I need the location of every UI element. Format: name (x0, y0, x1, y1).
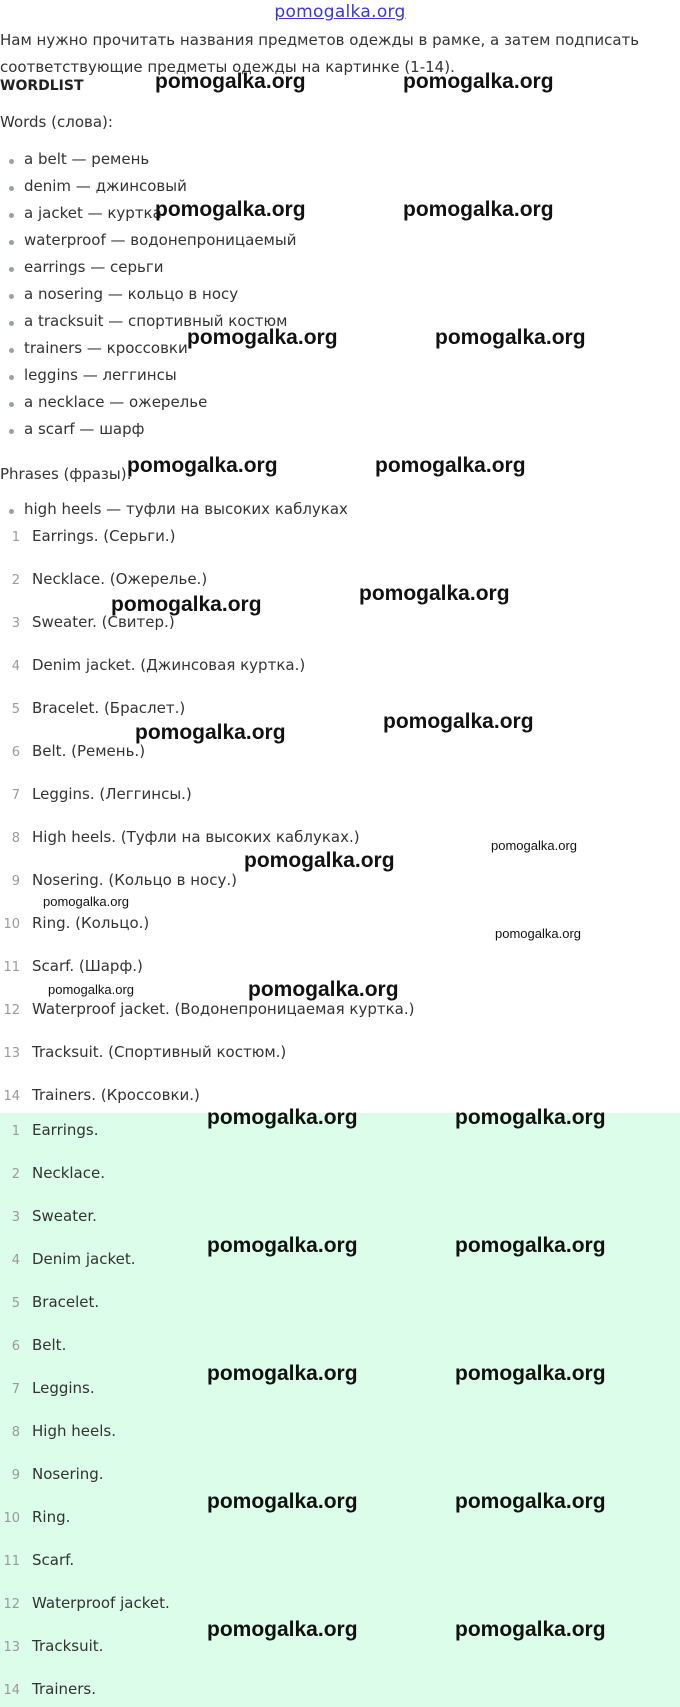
watermark-text: pomogalka.org (127, 454, 278, 477)
item-text: Sweater. (32, 1207, 97, 1225)
translated-answer-item (0, 527, 175, 545)
item-text: Denim jacket. (32, 1250, 136, 1268)
watermark-text: pomogalka.org (403, 70, 554, 93)
item-text: Earrings. (Серьги.) (32, 527, 176, 545)
word-item-text: a nosering — кольцо в носу (24, 285, 239, 303)
item-number: 12 (3, 1597, 20, 1612)
watermark-text: pomogalka.org (207, 1234, 358, 1257)
word-item (10, 177, 187, 195)
watermark-text: pomogalka.org (43, 894, 129, 909)
item-number: 3 (11, 1210, 20, 1225)
item-text: Denim jacket. (Джинсовая куртка.) (32, 656, 306, 674)
item-number: 13 (3, 1640, 20, 1655)
watermark-text: pomogalka.org (135, 721, 286, 744)
watermark-text: pomogalka.org (248, 978, 399, 1001)
item-text: Scarf. (32, 1551, 75, 1569)
word-item-text: trainers — кроссовки (24, 339, 188, 357)
watermark-text: pomogalka.org (48, 982, 134, 997)
item-text: Nosering. (Кольцо в носу.) (32, 871, 237, 889)
item-number: 8 (11, 1425, 20, 1440)
item-text: Belt. (32, 1336, 67, 1354)
item-number: 9 (11, 1468, 20, 1483)
item-number: 11 (3, 1554, 20, 1569)
answer-item (0, 1594, 170, 1612)
watermark-text: pomogalka.org (207, 1362, 358, 1385)
watermark-text: pomogalka.org (375, 454, 526, 477)
phrase-item (10, 500, 348, 518)
watermark-text: pomogalka.org (435, 326, 586, 349)
word-item (10, 231, 296, 249)
item-text: Waterproof jacket. (Водонепроницаемая куртка.) (32, 1000, 415, 1018)
item-text: Trainers. (Кроссовки.) (32, 1086, 200, 1104)
item-number: 10 (3, 917, 20, 932)
item-number: 7 (11, 1382, 20, 1397)
item-number: 4 (11, 1253, 20, 1268)
item-number: 6 (11, 745, 20, 760)
item-text: Waterproof jacket. (32, 1594, 170, 1612)
item-number: 13 (3, 1046, 20, 1061)
watermark-text: pomogalka.org (207, 1106, 358, 1129)
answer-item (0, 1121, 99, 1139)
words-label: Words (слова): (0, 113, 113, 131)
translated-answer-item (0, 1000, 414, 1018)
site-link[interactable]: pomogalka.org (274, 2, 406, 22)
watermark-text: pomogalka.org (155, 70, 306, 93)
item-text: Bracelet. (32, 1293, 100, 1311)
item-number: 1 (11, 530, 20, 545)
item-number: 9 (11, 874, 20, 889)
translated-answer-item (0, 742, 145, 760)
item-number: 1 (11, 1124, 20, 1139)
answer-item (0, 1336, 66, 1354)
word-item-text: leggins — леггинсы (24, 366, 177, 384)
item-number: 10 (3, 1511, 20, 1526)
answer-item (0, 1508, 70, 1526)
item-text: Belt. (Ремень.) (32, 742, 146, 760)
translated-answer-item (0, 1043, 286, 1061)
translated-answer-item (0, 957, 143, 975)
answer-item (0, 1207, 97, 1225)
watermark-text: pomogalka.org (455, 1106, 606, 1129)
item-text: Scarf. (Шарф.) (32, 957, 143, 975)
translated-answer-item (0, 699, 185, 717)
word-item-text: a jacket — куртка (24, 204, 162, 222)
item-number: 5 (11, 702, 20, 717)
word-item (10, 420, 144, 438)
answer-item (0, 1293, 99, 1311)
word-item-text: denim — джинсовый (24, 177, 187, 195)
item-number: 14 (3, 1089, 20, 1104)
item-number: 5 (11, 1296, 20, 1311)
item-number: 14 (3, 1683, 20, 1698)
word-item (10, 339, 188, 357)
item-number: 12 (3, 1003, 20, 1018)
item-number: 7 (11, 788, 20, 803)
item-number: 2 (11, 1167, 20, 1182)
answer-item (0, 1551, 74, 1569)
word-item-text: a belt — ремень (24, 150, 150, 168)
item-text: Necklace. (32, 1164, 105, 1182)
watermark-text: pomogalka.org (495, 926, 581, 941)
item-text: Bracelet. (Браслет.) (32, 699, 186, 717)
watermark-text: pomogalka.org (455, 1490, 606, 1513)
word-item (10, 366, 177, 384)
watermark-text: pomogalka.org (155, 198, 306, 221)
item-text: High heels. (Туфли на высоких каблуках.) (32, 828, 360, 846)
watermark-text: pomogalka.org (403, 198, 554, 221)
item-text: Tracksuit. (Спортивный костюм.) (32, 1043, 287, 1061)
item-number: 11 (3, 960, 20, 975)
word-item-text: a necklace — ожерелье (24, 393, 208, 411)
word-item (10, 204, 162, 222)
word-item-text: waterproof — водонепроницаемый (24, 231, 297, 249)
word-item-text: a tracksuit — спортивный костюм (24, 312, 288, 330)
item-text: Sweater. (Свитер.) (32, 613, 175, 631)
watermark-text: pomogalka.org (207, 1490, 358, 1513)
answer-item (0, 1250, 135, 1268)
answer-item (0, 1465, 104, 1483)
watermark-text: pomogalka.org (455, 1362, 606, 1385)
answer-item (0, 1422, 116, 1440)
answer-item (0, 1680, 96, 1698)
item-text: High heels. (32, 1422, 116, 1440)
item-text: Leggins. (Леггинсы.) (32, 785, 192, 803)
translated-answer-item (0, 871, 237, 889)
item-number: 8 (11, 831, 20, 846)
item-text: Ring. (Кольцо.) (32, 914, 150, 932)
word-item-text: a scarf — шарф (24, 420, 145, 438)
item-number: 4 (11, 659, 20, 674)
word-item (10, 285, 238, 303)
watermark-text: pomogalka.org (244, 849, 395, 872)
item-number: 3 (11, 616, 20, 631)
watermark-text: pomogalka.org (187, 326, 338, 349)
item-number: 6 (11, 1339, 20, 1354)
wordlist-heading: WORDLIST (0, 78, 84, 94)
watermark-text: pomogalka.org (111, 593, 262, 616)
translated-answer-item (0, 570, 207, 588)
watermark-text: pomogalka.org (359, 582, 510, 605)
item-text: Earrings. (32, 1121, 99, 1139)
answer-item (0, 1379, 95, 1397)
watermark-text: pomogalka.org (491, 838, 577, 853)
watermark-text: pomogalka.org (455, 1618, 606, 1641)
item-text: Necklace. (Ожерелье.) (32, 570, 208, 588)
translated-answer-item (0, 656, 305, 674)
word-item (10, 393, 207, 411)
watermark-text: pomogalka.org (207, 1618, 358, 1641)
item-number: 2 (11, 573, 20, 588)
word-item (10, 258, 164, 276)
translated-answer-item (0, 914, 149, 932)
word-item (10, 150, 149, 168)
translated-answer-item (0, 1086, 200, 1104)
phrases-label: Phrases (фразы): (0, 465, 132, 483)
phrase-item-text: high heels — туфли на высоких каблуках (24, 500, 348, 518)
item-text: Leggins. (32, 1379, 95, 1397)
task-intro: Нам нужно прочитать названия предметов одежды в рамке, а затем подписать соответствующие предметы одежды на картинке (1-14). (0, 31, 640, 76)
answer-item (0, 1637, 103, 1655)
item-text: Nosering. (32, 1465, 104, 1483)
watermark-text: pomogalka.org (383, 710, 534, 733)
item-text: Ring. (32, 1508, 71, 1526)
item-text: Trainers. (32, 1680, 96, 1698)
translated-answer-item (0, 785, 192, 803)
answer-item (0, 1164, 105, 1182)
item-text: Tracksuit. (32, 1637, 104, 1655)
translated-answer-item (0, 828, 360, 846)
word-item-text: earrings — серьги (24, 258, 164, 276)
watermark-text: pomogalka.org (455, 1234, 606, 1257)
